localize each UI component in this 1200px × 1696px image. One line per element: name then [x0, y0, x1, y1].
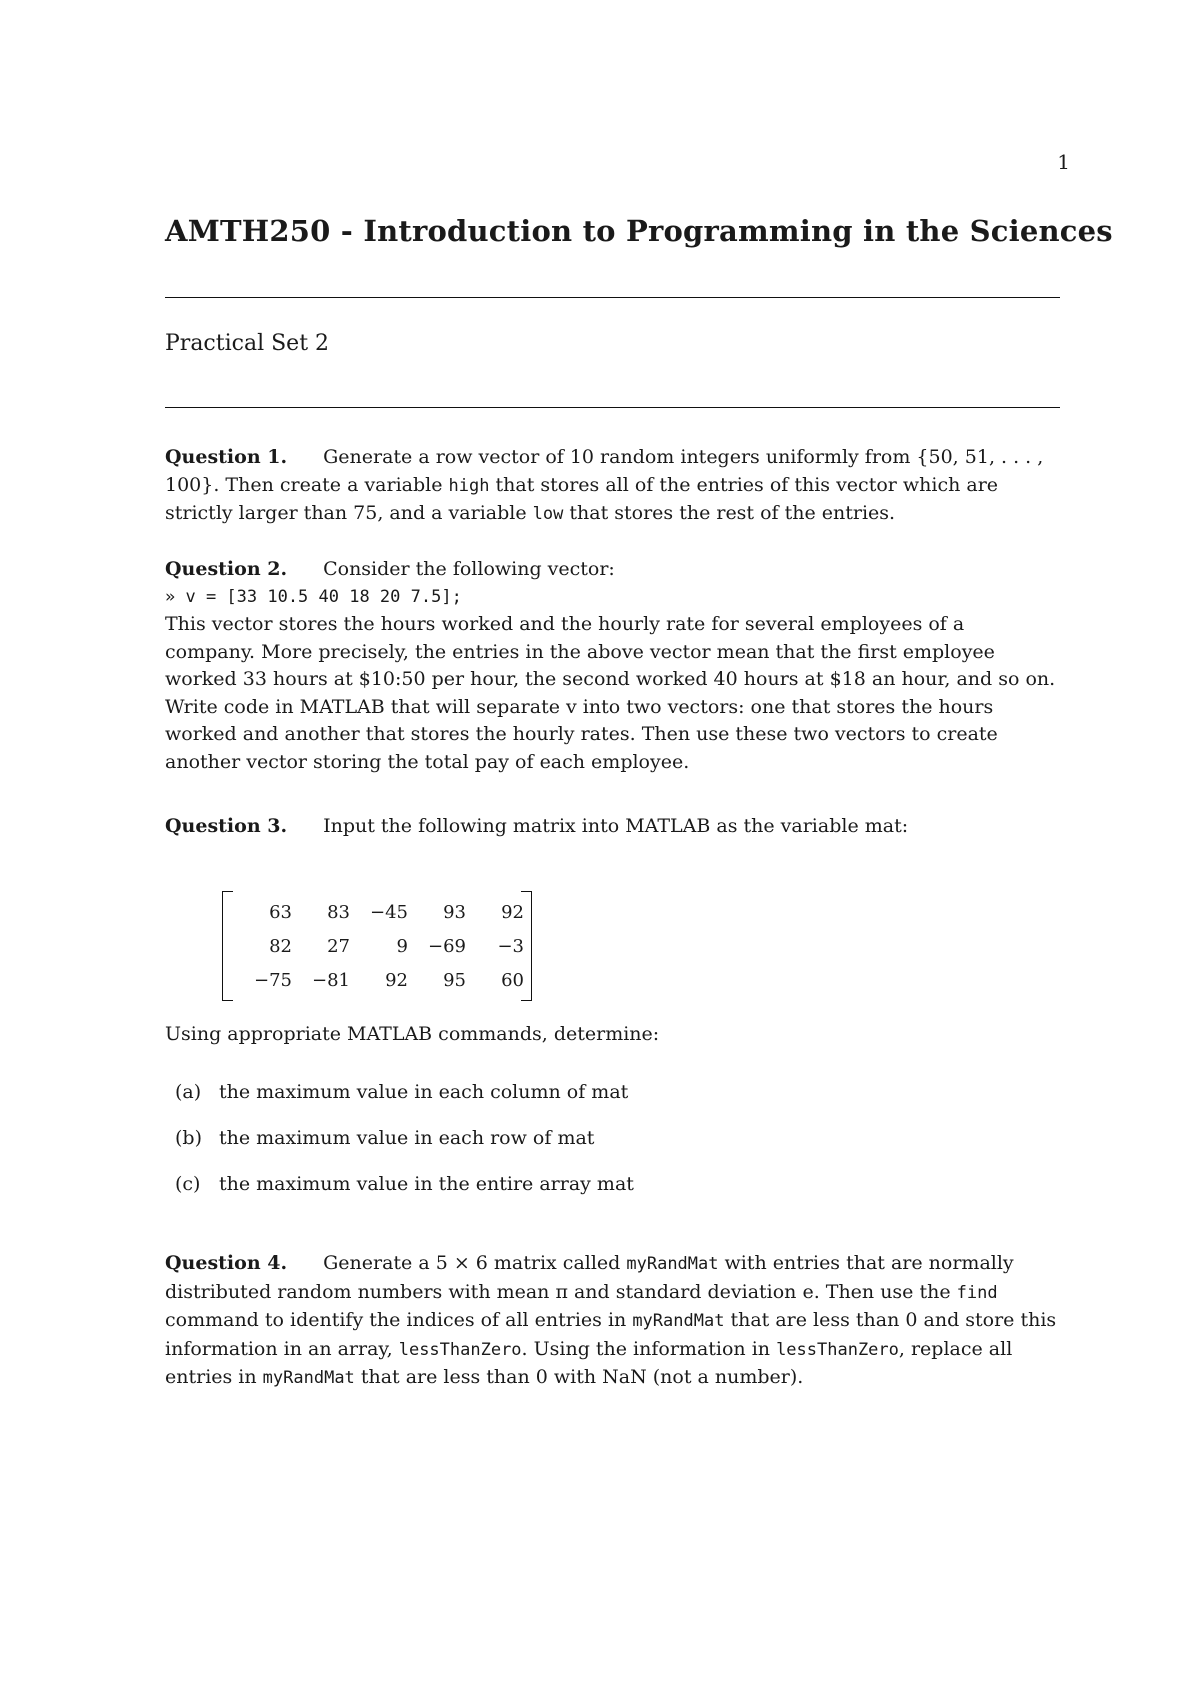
matrix-table	[234, 895, 524, 997]
question-4-text-part: with entries that are normally distributed random numbers with mean π and standard deviation e. Then use the	[165, 1252, 1014, 1303]
question-3	[165, 813, 1060, 841]
question-4-text-part: that are less than 0 with NaN (not a number).	[354, 1366, 804, 1388]
code-find: find	[956, 1282, 998, 1303]
code-lessThanZero: lessThanZero	[776, 1339, 899, 1360]
matrix-cell: 83	[327, 901, 350, 923]
matrix-cell: −45	[370, 901, 408, 923]
matrix-row	[234, 929, 524, 963]
question-4-text-part: , replace all entries in	[165, 1337, 1013, 1388]
page-number: 1	[1057, 150, 1070, 174]
question-4-label: Question 4.	[165, 1252, 288, 1274]
part-text: the maximum value in the entire array mat	[219, 1173, 634, 1195]
code-myRandMat: myRandMat	[262, 1368, 355, 1388]
question-1-text	[165, 444, 1060, 529]
part-text: the maximum value in each row of mat	[219, 1127, 595, 1149]
matrix-cell: 95	[443, 969, 466, 991]
question-2-intro-text: Consider the following vector:	[323, 558, 615, 580]
matrix-cell: 82	[269, 935, 292, 957]
question-1-text-part: that stores all of the entries of this vector which are strictly larger than 75, and a variable	[165, 473, 999, 524]
question-4	[165, 1250, 1060, 1393]
matrix-cell: 92	[385, 969, 408, 991]
question-4-text	[165, 1250, 1060, 1393]
matrix-cell: −69	[428, 935, 466, 957]
matrix-cell: 60	[501, 969, 524, 991]
matrix-cell: 9	[396, 935, 408, 957]
question-2-intro	[165, 556, 1060, 584]
matrix-left-bracket	[222, 891, 233, 1001]
part-label: (a)	[175, 1081, 202, 1103]
code-low: low	[532, 504, 564, 524]
question-1-text-part: Generate a row vector of 10 random integers uniformly from {50, 51, . . . , 100}. Then create a variable	[165, 446, 1044, 496]
question-3-part-c	[175, 1173, 634, 1195]
matrix-cell: −3	[497, 935, 524, 957]
matrix-cell: 63	[269, 901, 292, 923]
question-4-text-part: . Using the information in	[521, 1337, 777, 1360]
document-subtitle: Practical Set 2	[165, 331, 330, 356]
question-3-part-b	[175, 1127, 594, 1149]
horizontal-rule-top	[165, 297, 1060, 298]
question-2-label: Question 2.	[165, 558, 288, 580]
question-1-label: Question 1.	[165, 446, 288, 468]
horizontal-rule-bottom	[165, 407, 1060, 408]
code-vector-v: » v = [33 10.5 40 18 20 7.5];	[165, 586, 462, 607]
question-4-text-part: Generate a 5 × 6 matrix called	[323, 1252, 627, 1274]
code-myRandMat: myRandMat	[632, 1311, 725, 1331]
matrix-cell: −81	[312, 969, 350, 991]
question-1	[165, 444, 1060, 529]
matrix	[222, 891, 532, 1001]
code-high: high	[448, 475, 490, 496]
matrix-right-bracket	[521, 891, 532, 1001]
question-3-part-a	[175, 1081, 628, 1103]
question-3-intro	[165, 813, 1060, 841]
code-lessThanZero: lessThanZero	[398, 1339, 522, 1360]
matrix-cell: −75	[254, 969, 292, 991]
code-myRandMat: myRandMat	[626, 1254, 719, 1274]
question-1-text-part: that stores the rest of the entries.	[563, 502, 896, 524]
matrix-cell: 27	[327, 935, 350, 957]
part-label: (b)	[175, 1127, 202, 1149]
matrix-cell: 93	[443, 901, 466, 923]
matrix-cell: 92	[501, 901, 524, 923]
question-3-label: Question 3.	[165, 815, 288, 837]
part-label: (c)	[175, 1173, 201, 1195]
matrix-row	[234, 963, 524, 997]
question-4-text-part: command to identify the indices of all entries in	[165, 1309, 633, 1331]
question-2-body: This vector stores the hours worked and the hourly rate for several employees of a company. More precisely, the entries in the above vector mean that the first employee worked 33 hours at $10:50 per hour, the second worked 40 hours at $18 an hour, and so on. Write code in MATLAB that will separate v into two vectors: one that stores the hours worked and another that stores the hourly rates. Then use these two vectors to create another vector storing the total pay of each employee.	[165, 613, 1056, 773]
part-text: the maximum value in each column of mat	[219, 1081, 629, 1103]
question-3-intro-text: Input the following matrix into MATLAB as the variable mat:	[323, 815, 909, 837]
question-2	[165, 556, 1060, 776]
question-4-text-part: that are less than 0 and store this information in an array,	[165, 1309, 1057, 1360]
matrix-row	[234, 895, 524, 929]
question-3-instruction: Using appropriate MATLAB commands, determine:	[165, 1023, 660, 1045]
document-title: AMTH250 - Introduction to Programming in the Sciences	[165, 214, 1113, 248]
